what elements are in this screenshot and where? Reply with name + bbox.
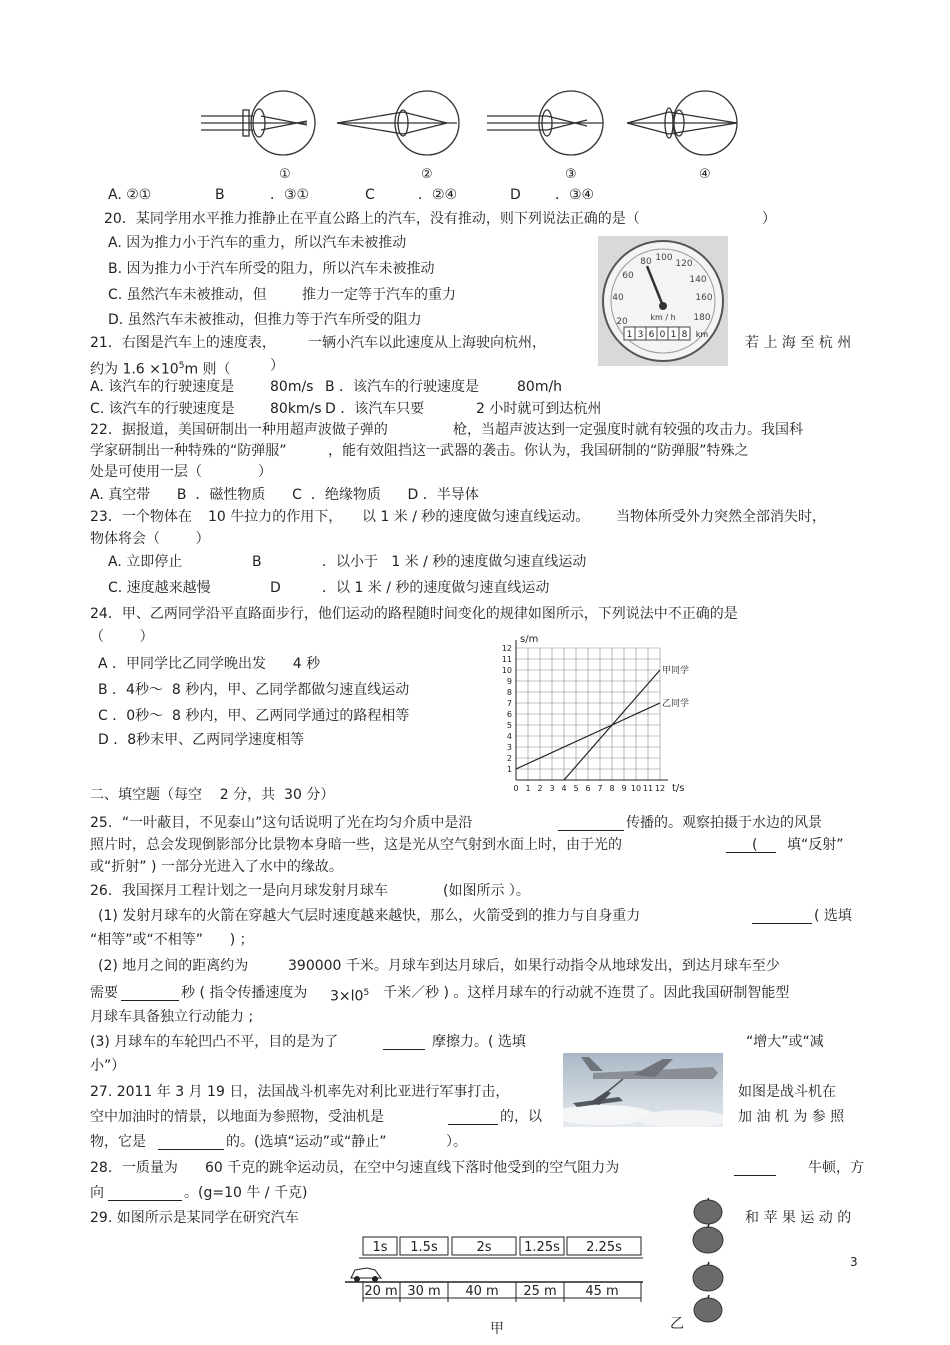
svg-text:0: 0 [659,330,666,340]
x-tick-label: 8 [609,784,615,793]
y-tick-label: 9 [506,677,512,686]
q26-blank-2[interactable] [121,986,179,1001]
x-tick-label: 1 [525,784,531,793]
q19-option-d-text: ．③④ [555,187,595,203]
q20-option-c: C. 虽然汽车未被推动，但 [108,287,267,303]
q28-line1a: 28．一质量为 [90,1160,178,1176]
x-tick-label: 5 [573,784,579,793]
speed-tick-120: 120 [675,259,693,269]
q20-option-a: A. 因为推力小于汽车的重力，所以汽车未被推动 [108,235,407,251]
chart-x-axis-label: t/s [672,783,685,794]
speed-tick-180: 180 [693,313,711,323]
q29-line1b: 和 苹 果 运 动 的 [745,1210,852,1226]
speed-tick-60: 60 [622,271,634,281]
x-tick-label: 0 [513,784,519,793]
q27-line2c: 加 油 机 为 参 照 [738,1109,845,1125]
q26-part3c: “增大”或“减 [746,1034,824,1050]
time-box-3: 2s [476,1240,492,1255]
speed-tick-140: 140 [689,275,707,285]
q23-option-d-text: ．以 1 米 / 秒的速度做匀速直线运动 [322,580,550,596]
q19-option-c: C [365,187,375,203]
eye-diagrams [195,88,755,180]
y-tick-label: 2 [506,754,512,763]
q21-line1a: 21．右图是汽车上的速度表， [90,335,276,351]
q21-option-b-value: 80m/h [517,379,563,395]
q23-option-b: B [252,554,262,570]
speed-tick-100: 100 [655,253,673,263]
y-tick-label: 10 [501,666,512,675]
distance-time-chart [500,630,700,802]
q22-line3b: ） [258,464,272,480]
q26-stem: 26．我国探月工程计划之一是向月球发射月球车 [90,883,388,899]
q26-part2e: $3\times l0^5$ [330,988,370,1005]
svg-text:1: 1 [626,330,633,340]
time-box-5: 2.25s [586,1240,622,1255]
q25-line2c: 填“反射” [787,837,844,853]
eye-figure-2 [337,91,459,180]
y-tick-label: 12 [501,644,512,653]
q22-line3a: 处是可使用一层（ [90,464,202,480]
q19-option-b-text: ．③① [270,187,310,203]
q19-option-b: B [215,187,225,203]
q24-option-c: C ．0秒～ 8 秒内，甲、乙两同学通过的路程相等 [98,708,410,724]
eye-label-1: ① [279,167,291,180]
series-label-2: 乙同学 [662,699,690,709]
q21-option-c-value: 80km/s [270,401,322,417]
q21-line1b: 一辆小汽车以此速度从上海驶向杭州， [308,335,546,351]
figure-label-jia: 甲 [490,1321,504,1337]
q20-option-c-tail: 推力一定等于汽车的重力 [302,287,456,303]
q25-line1a: 25．“一叶蔽目，不见泰山”这句话说明了光在均匀介质中是沿 [90,815,473,831]
q23-option-a: A. 立即停止 [108,554,183,570]
q26-part1b: ( 选填 [814,908,852,924]
q26-part1a: (1) 发射月球车的火箭在穿越大气层时速度越来越快，那么，火箭受到的推力与自身重力 [98,908,641,924]
y-tick-label: 7 [506,699,512,708]
x-tick-label: 4 [561,784,567,793]
q27-line3b: 的。(选填“运动”或“静止” [226,1134,387,1150]
q25-blank-1[interactable] [558,816,624,831]
eye-label-4: ④ [699,167,711,180]
q21-line2: 约为 $1.6 \times 10^5m$ 则（ [90,361,231,378]
speedometer-figure [598,236,728,366]
figure-label-yi: 乙 [670,1316,684,1332]
y-tick-label: 8 [506,688,512,697]
q20-option-d: D. 虽然汽车未被推动，但推力等于汽车所受的阻力 [108,312,422,328]
q21-line2-close: ） [270,358,284,374]
y-tick-label: 1 [506,765,512,774]
q23-line1a: 23．一个物体在 [90,509,192,525]
x-tick-label: 7 [597,784,603,793]
speed-tick-160: 160 [695,293,713,303]
y-tick-label: 3 [506,743,512,752]
q26-part3b: 摩擦力。( 选填 [432,1034,526,1050]
chart-series [516,664,689,780]
q23-line1d: 当物体所受外力突然全部消失时， [616,509,826,525]
q25-line2a: 照片时，总会发现倒影部分比景物本身暗一些，这是光从空气射到水面上时，由于光的 [90,837,622,853]
svg-text:km: km [695,330,709,339]
q19-option-a: A. ②① [108,187,152,203]
q27-line2a: 空中加油时的情景，以地面为参照物，受油机是 [90,1109,384,1125]
y-tick-label: 4 [506,732,512,741]
q25-blank-2[interactable] [726,838,776,853]
speed-unit: km / h [650,313,676,322]
x-tick-label: 12 [654,784,666,793]
aerial-refueling-photo [563,1053,723,1127]
eye-figure-1 [201,91,315,180]
svg-text:3: 3 [637,330,644,340]
x-tick-label: 9 [621,784,627,793]
svg-text:1: 1 [670,330,677,340]
page-number: 3 [850,1255,858,1269]
q24-option-b: B ．4秒～ 8 秒内，甲、乙同学都做匀速直线运动 [98,682,410,698]
speed-tick-80: 80 [640,257,652,267]
q19-option-c-text: ．②④ [418,187,458,203]
car-motion-figure [345,1232,645,1312]
q21-option-d-value: 2 小时就可到达杭州 [476,401,602,417]
q20-close-paren: ） [762,211,776,227]
x-tick-label: 10 [630,784,642,793]
time-boxes [363,1237,641,1255]
svg-text:8: 8 [681,330,688,340]
q19-option-d: D [510,187,521,203]
speed-tick-40: 40 [612,293,624,303]
q27-blank-2[interactable] [158,1135,224,1150]
q27-line3a: 物，它是 [90,1134,146,1150]
q25-line3: 或“折射” ) 一部分光进入了水中的缘故。 [90,859,343,875]
distance-3: 40 m [465,1284,499,1299]
eye-figure-4 [627,91,737,180]
y-tick-label: 11 [501,655,512,664]
q23-line1b: 10 牛拉力的作用下， [208,509,343,525]
car-icon [351,1268,381,1282]
q26-part2f: 千米／秒 ) 。这样月球车的行动就不连贯了。因此我国研制智能型 [383,985,790,1001]
y-tick-label: 6 [506,710,512,719]
q26-part3d: 小”） [90,1058,126,1074]
q23-line2: 物体将会（ ） [90,531,210,547]
q26-part3a: (3) 月球车的车轮凹凸不平，目的是为了 [90,1034,339,1050]
q27-line1a: 27. 2011 年 3 月 19 日，法国战斗机率先对利比亚进行军事打击， [90,1084,510,1100]
q27-line2b: 的，以 [500,1109,542,1125]
q23-line1c: 以 1 米 / 秒的速度做匀速直线运动。 [362,509,590,525]
q24-option-a: A ．甲同学比乙同学晚出发 4 秒 [98,656,321,672]
q25-line1b: 传播的。观察拍摄于水边的风景 [626,815,822,831]
q28-blank-2[interactable] [108,1186,182,1201]
q22-options: A. 真空带 B ．磁性物质 C ．绝缘物质 D ．半导体 [90,487,479,503]
q21-option-a: A. 该汽车的行驶速度是 [90,379,235,395]
q21-option-b: B ．该汽车的行驶速度是 [325,379,480,395]
series-label-1: 甲同学 [662,666,690,676]
q26-part1c: “相等”或“不相等” ) ； [90,932,254,948]
x-tick-label: 2 [537,784,543,793]
q24-stem: 24．甲、乙两同学沿平直路面步行，他们运动的路程随时间变化的规律如图所示，下列说法中不正确的是 [90,606,738,622]
apple-falling-photo [688,1198,728,1328]
q21-option-d: D ．该汽车只要 [325,401,425,417]
svg-text:6: 6 [648,330,655,340]
q22-line2b: ，能有效阻挡这一武器的袭击。你认为，我国研制的“防弹服”特殊之 [328,443,749,459]
q28-line1c: 牛顿，方 [808,1160,864,1176]
q22-line1a: 22．据报道，美国研制出一种用超声波做子弹的 [90,422,388,438]
q20-option-b: B. 因为推力小于汽车所受的阻力，所以汽车未被推动 [108,261,435,277]
time-box-4: 1.25s [524,1240,560,1255]
eye-figure-3 [487,91,603,180]
q21-line1c: 若 上 海 至 杭 州 [745,335,852,351]
q28-line1b: 60 千克的跳伞运动员，在空中匀速直线下落时他受到的空气阻力为 [205,1160,620,1176]
q22-line1b: 枪，当超声波达到一定强度时就有较强的攻击力。我国科 [453,422,803,438]
chart-y-axis-label: s/m [520,634,539,645]
q28-blank-1[interactable] [734,1161,776,1176]
q24-paren: （ ） [90,629,154,645]
q28-line2a: 向 [90,1185,104,1201]
eye-label-2: ② [421,167,433,180]
q26-blank-1[interactable] [752,909,812,924]
q21-option-c: C. 该汽车的行驶速度是 [90,401,235,417]
q27-blank-1[interactable] [448,1110,498,1125]
q26-part2g: 月球车具备独立行动能力 ; [90,1009,254,1025]
time-box-2: 1.5s [410,1240,438,1255]
q26-part2d: 秒 ( 指令传播速度为 [181,985,308,1001]
speed-tick-20: 20 [616,317,628,327]
q24-option-d: D ．8秒末甲、乙两同学速度相等 [98,732,305,748]
q27-line3c: ）。 [446,1134,467,1150]
q26-part2a: (2) 地月之间的距离约为 [98,958,249,974]
q23-option-b-text: ．以小于 1 米 / 秒的速度做匀速直线运动 [322,554,587,570]
distance-1: 20 m [364,1284,398,1299]
distance-2: 30 m [407,1284,441,1299]
q27-line1b: 如图是战斗机在 [738,1084,836,1100]
y-tick-label: 5 [506,721,512,730]
chart-tick-labels [502,644,665,793]
q22-line2a: 学家研制出一种特殊的“防弹服” [90,443,287,459]
distance-4: 25 m [523,1284,557,1299]
eye-label-3: ③ [565,167,577,180]
q28-line2b: 。(g=10 牛 / 千克) [184,1185,308,1201]
q23-option-d: D [270,580,281,596]
q21-option-a-value: 80m/s [270,379,314,395]
q26-stem-2: (如图所示 ）。 [443,883,530,899]
q23-option-c: C. 速度越来越慢 [108,580,211,596]
q26-part2b: 390000 千米。月球车到达月球后，如果行动指令从地球发出，到达月球车至少 [288,958,780,974]
distance-5: 45 m [585,1284,619,1299]
x-tick-label: 6 [585,784,591,793]
time-box-1: 1s [372,1240,388,1255]
distance-labels [364,1284,618,1299]
section-2-title: 二、填空题（每空 2 分，共 30 分） [90,787,335,803]
q25-line2b: ( [752,837,758,853]
q26-blank-3[interactable] [383,1035,425,1050]
x-tick-label: 3 [549,784,555,793]
q29-line1a: 29. 如图所示是某同学在研究汽车 [90,1210,299,1226]
q26-part2c: 需要 [90,985,118,1001]
x-tick-label: 11 [642,784,654,793]
q20-stem: 20．某同学用水平推力推静止在平直公路上的汽车，没有推动，则下列说法正确的是（ [104,211,640,227]
